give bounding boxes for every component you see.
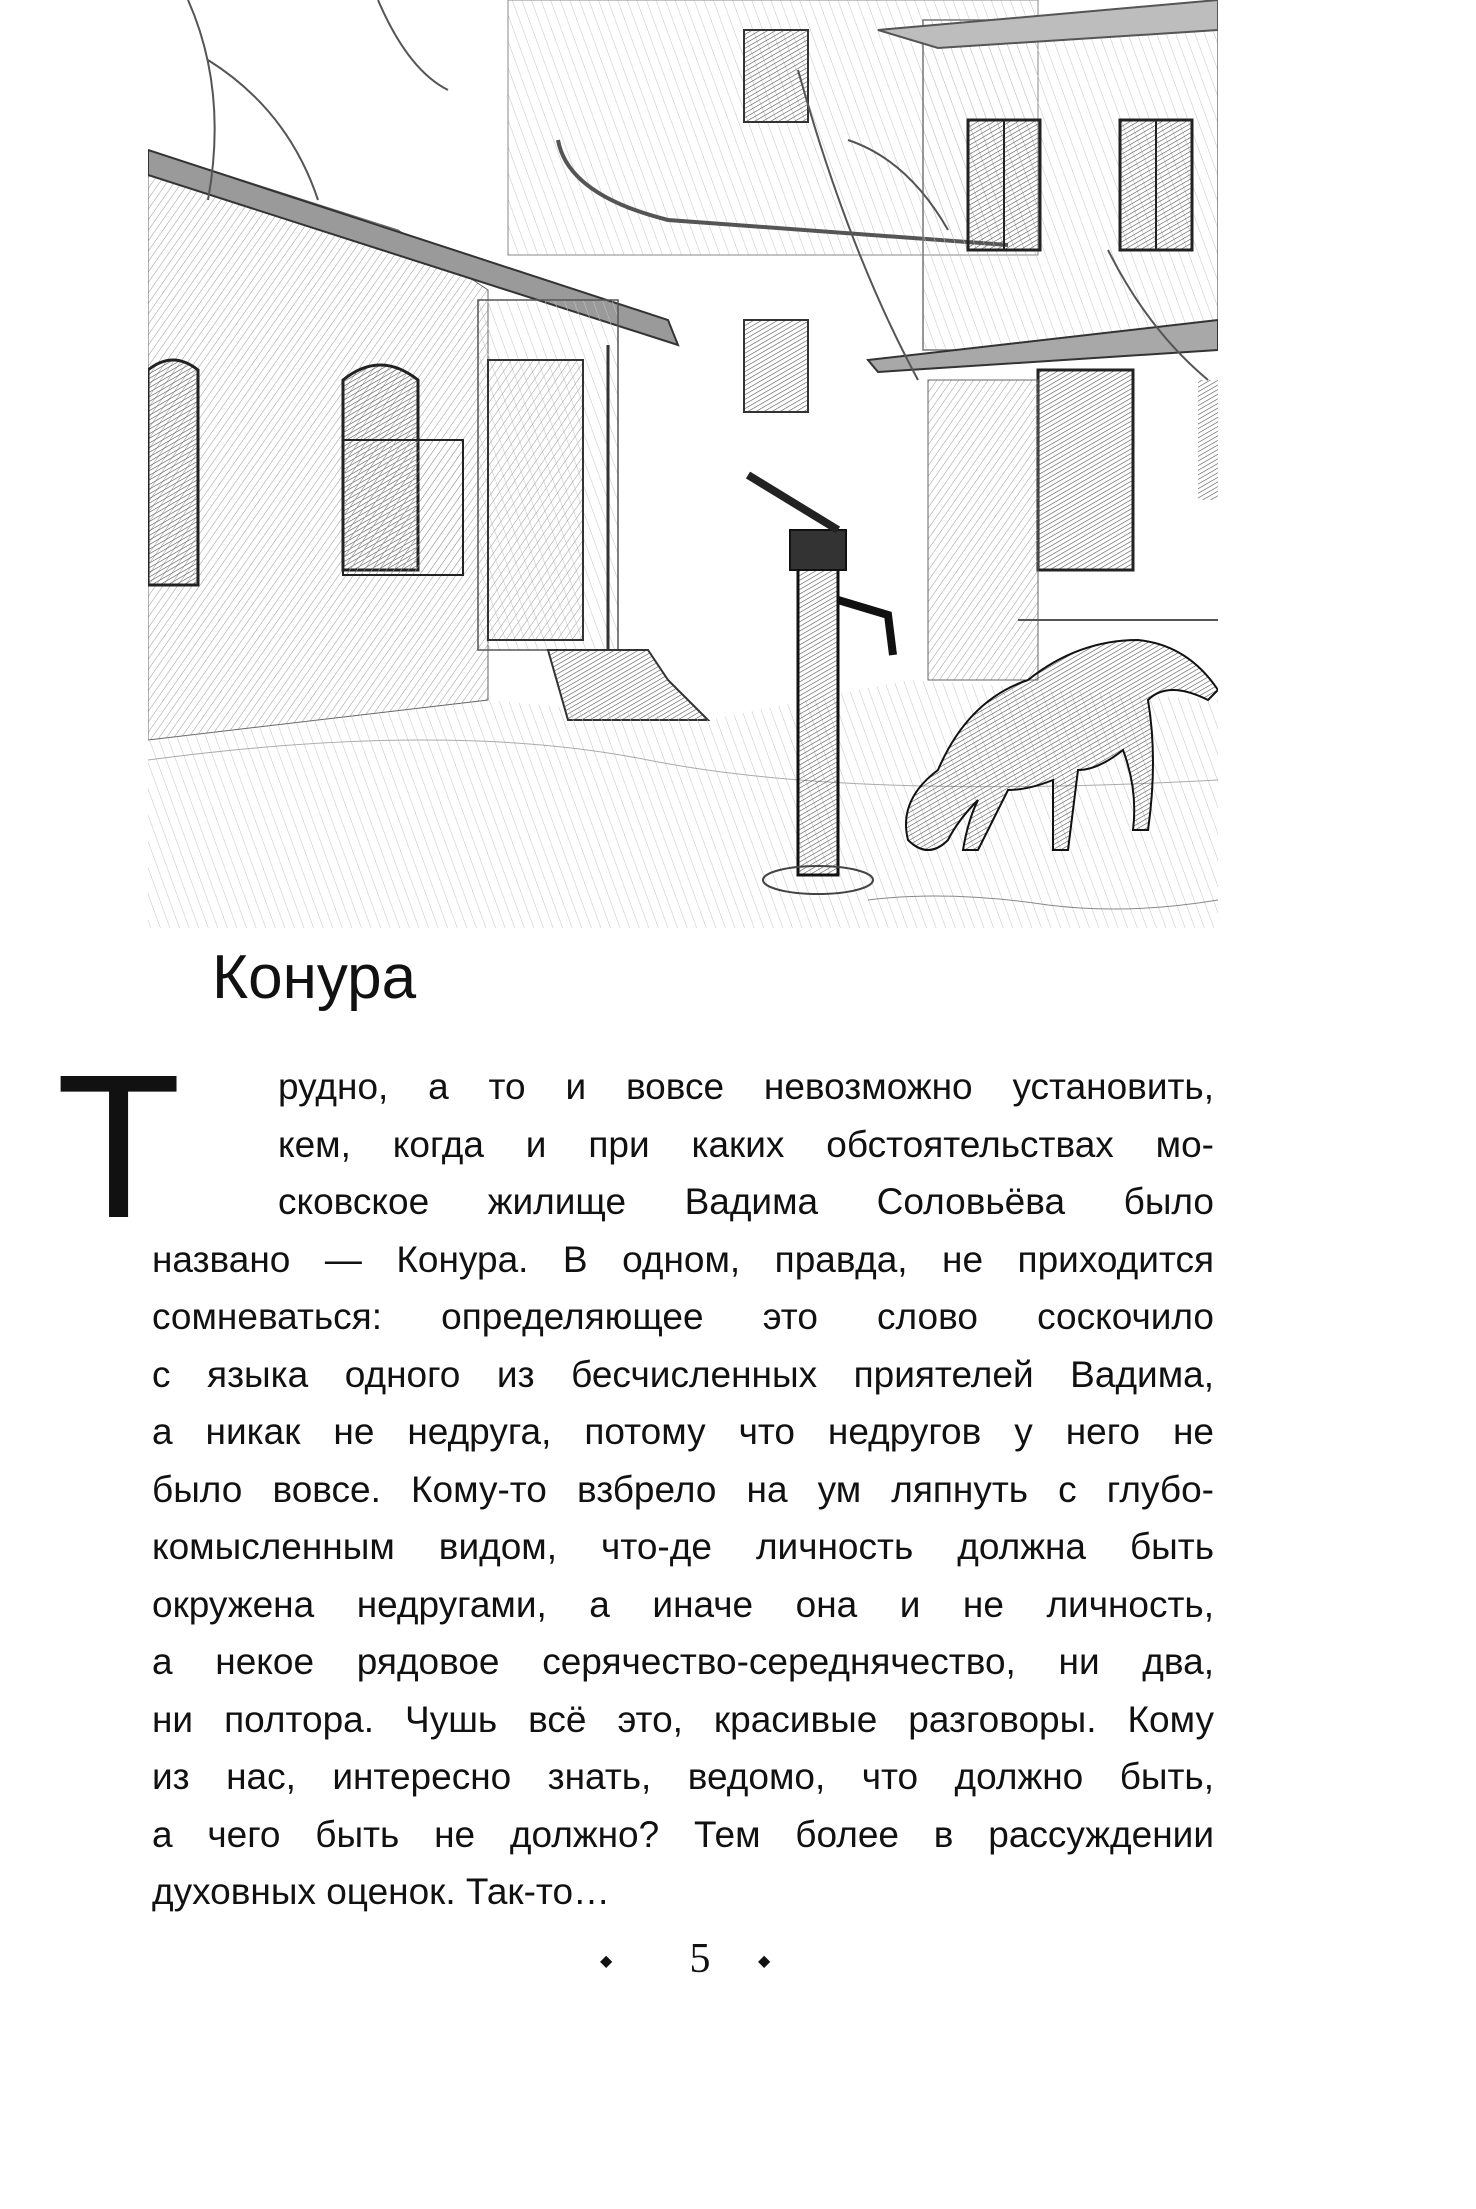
page-number: 5 bbox=[689, 1936, 711, 1982]
diamond-ornament-icon: ◆ bbox=[758, 1953, 771, 1970]
text-line: сковское жилище Вадима Соловьёва было bbox=[278, 1181, 1214, 1222]
page-footer bbox=[0, 1932, 1476, 1992]
text-line: духовных оценок. Так-то… bbox=[152, 1871, 611, 1912]
chapter-title: Конура bbox=[212, 943, 417, 1012]
text-line: названо — Конура. В одном, правда, не приходится bbox=[152, 1238, 1214, 1280]
drop-cap: Т bbox=[56, 1032, 182, 1261]
text-line: из нас, интересно знать, ведомо, что должно быть, bbox=[152, 1756, 1214, 1797]
courtyard-illustration bbox=[148, 0, 1218, 928]
text-line: кем, когда и при каких обстоятельствах мо- bbox=[278, 1123, 1214, 1165]
chapter-body bbox=[152, 1058, 1214, 1921]
text-line: с языка одного из бесчисленных приятелей Вадима, bbox=[152, 1353, 1214, 1395]
text-line: было вовсе. Кому-то взбрело на ум ляпнуть с глубо- bbox=[152, 1468, 1214, 1510]
text-line: рудно, а то и вовсе невозможно установить, bbox=[278, 1066, 1214, 1107]
text-line: а некое рядовое серячество-середнячество, ни два, bbox=[152, 1641, 1214, 1682]
text-line: ни полтора. Чушь всё это, красивые разговоры. Кому bbox=[152, 1698, 1214, 1740]
text-line: сомневаться: определяющее это слово соскочило bbox=[152, 1296, 1214, 1337]
diamond-ornament-icon: ◆ bbox=[600, 1953, 613, 1970]
text-line: а чего быть не должно? Тем более в рассуждении bbox=[152, 1813, 1214, 1855]
text-line: окружена недругами, а иначе она и не личность, bbox=[152, 1583, 1214, 1625]
courtyard-sketch-icon bbox=[148, 0, 1218, 928]
text-line: а никак не недруга, потому что недругов у него не bbox=[152, 1411, 1214, 1452]
text-line: комысленным видом, что-де личность должна быть bbox=[152, 1526, 1214, 1567]
